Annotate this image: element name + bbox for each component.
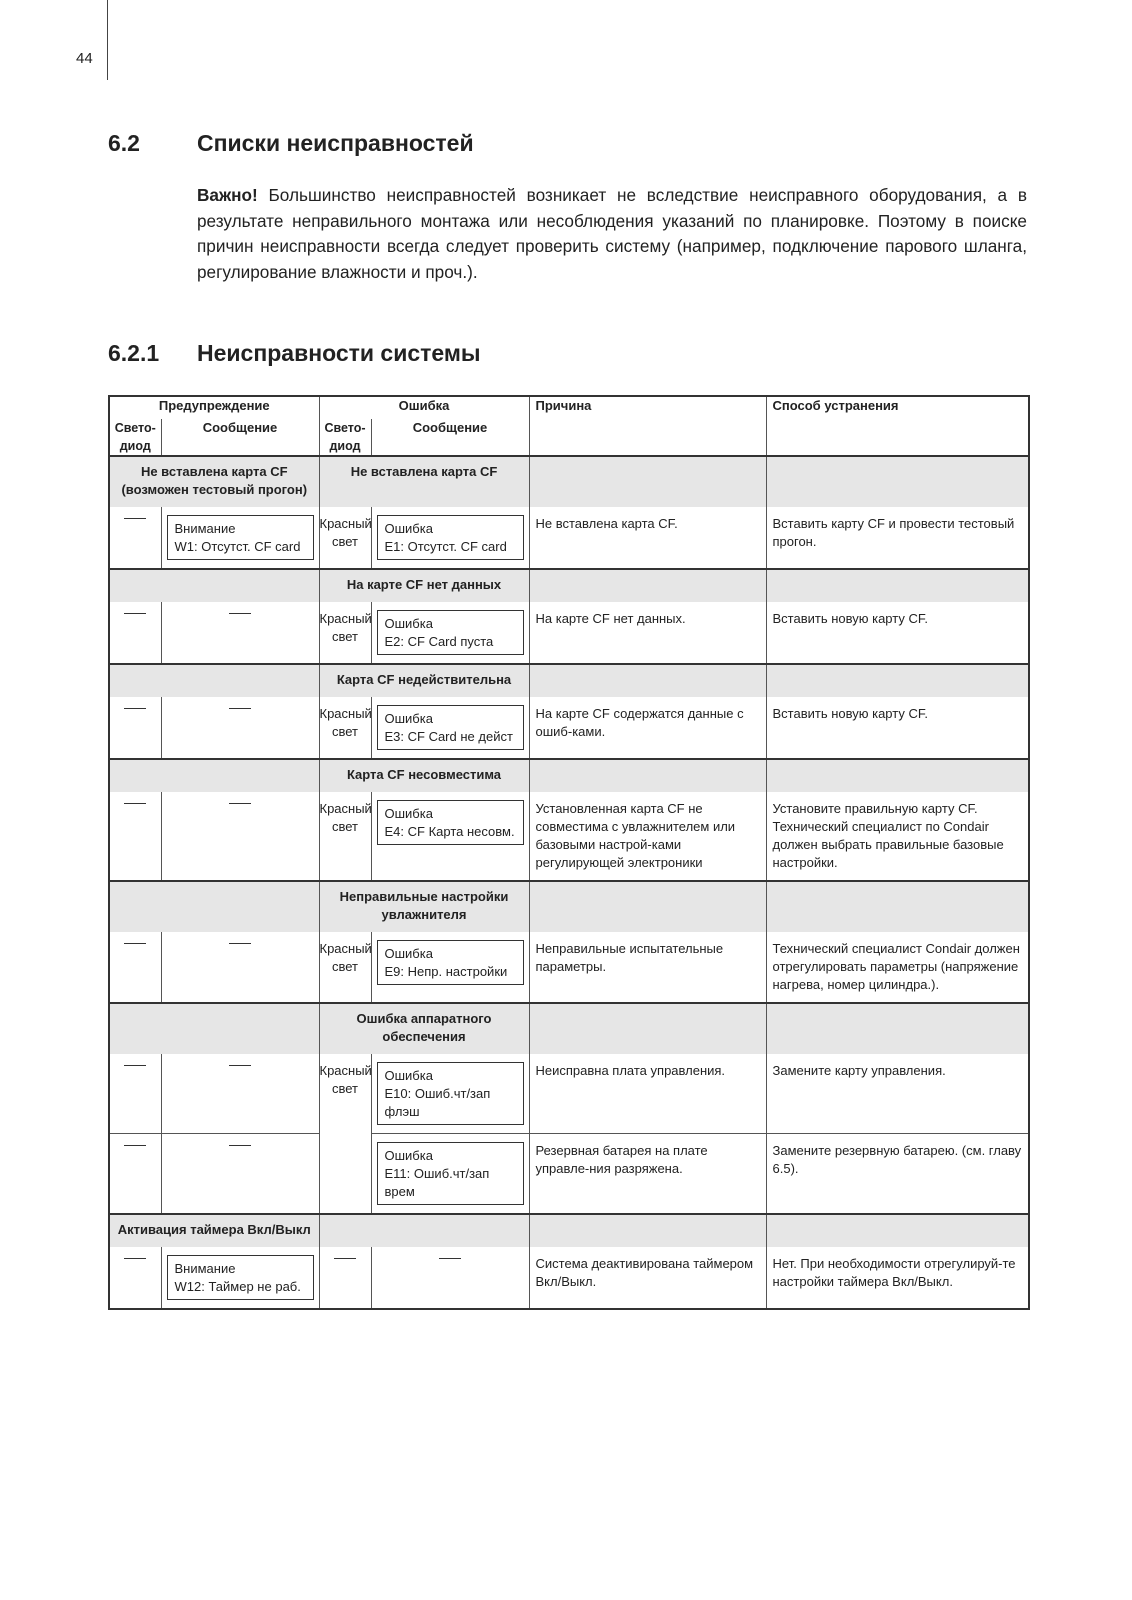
table-row [109,697,1029,759]
cause-cell: Резервная батарея на плате управле-ния разряжена. [529,1134,766,1215]
table-row [109,1054,1029,1134]
remedy-cell: Вставить новую карту CF. [766,697,1029,759]
intro-text: Большинство неисправностей возникает не вследствие неисправного оборудования, а в результате неправильного монтажа или несоблюдения указаний по планировке. Поэтому в поиске причин неисправности всегда следует проверить систему (например, подключение парового шланга, регулирование влажности и проч.). [197,185,1027,282]
cause-cell: На карте CF содержатся данные с ошиб-ками. [529,697,766,759]
dash-icon [124,518,146,519]
subsection-number: 6.2.1 [108,340,160,366]
table-row [109,507,1029,569]
cause-cell: Установленная карта CF не совместима с увлажнителем или базовыми настрой-ками регулирующей электроники [529,792,766,881]
error-message-cell [371,507,529,569]
group-header-row [109,456,1029,507]
dash-icon [229,803,251,804]
error-led-cell: Красный свет [319,792,371,881]
header-remedy: Способ устранения [766,396,1029,456]
group-header-row [109,1003,1029,1054]
display-message-box: Ошибка E4: CF Карта несовм. [377,800,524,845]
remedy-cell: Замените карту управления. [766,1054,1029,1134]
cause-cell: Неправильные испытательные параметры. [529,932,766,1003]
table-row [109,1134,1029,1215]
table-row [109,1247,1029,1309]
group-header-row [109,664,1029,697]
group-header-row [109,759,1029,792]
group-warning-title: Активация таймера Вкл/Выкл [109,1214,319,1247]
group-header-row [109,881,1029,932]
page-margin-rule [107,0,108,80]
group-error-title: На карте CF нет данных [319,569,529,602]
dash-icon [439,1258,461,1259]
error-message-cell [371,932,529,1003]
error-message-cell [371,697,529,759]
error-led-cell: Красный свет [319,1054,371,1214]
remedy-cell: Установите правильную карту CF. Технический специалист по Condair должен выбрать правильные базовые настройки. [766,792,1029,881]
display-message-box: Ошибка E11: Ошиб.чт/зап врем [377,1142,524,1205]
dash-icon [124,803,146,804]
header-warning-message: Сообщение [161,419,319,456]
header-warning: Предупреждение [158,398,270,413]
remedy-cell: Замените резервную батарею. (см. главу 6.5). [766,1134,1029,1215]
subsection-title: Неисправности системы [197,340,481,366]
header-error-led: Свето- диод [319,419,371,456]
display-message-box: Внимание W1: Отсутст. CF card [167,515,314,560]
error-led-cell: Красный свет [319,507,371,569]
display-message-box: Ошибка E2: CF Card пуста [377,610,524,655]
table-header-row [109,396,1029,419]
group-header-row [109,1214,1029,1247]
remedy-cell: Технический специалист Condair должен отрегулировать параметры (напряжение нагрева, номер цилиндра.). [766,932,1029,1003]
display-message-box: Ошибка E3: CF Card не дейст [377,705,524,750]
error-message-cell [371,1054,529,1134]
dash-icon [124,1065,146,1066]
warning-message-cell [161,507,319,569]
display-message-box: Внимание W12: Таймер не раб. [167,1255,314,1300]
group-error-title: Не вставлена карта CF [319,456,529,507]
dash-icon [124,613,146,614]
cause-cell: На карте CF нет данных. [529,602,766,664]
dash-icon [124,943,146,944]
dash-icon [334,1258,356,1259]
error-message-cell [371,1134,529,1215]
display-message-box: Ошибка E9: Непр. настройки [377,940,524,985]
dash-icon [124,1258,146,1259]
table-row [109,602,1029,664]
dash-icon [229,1065,251,1066]
group-error-title: Неправильные настройки увлажнителя [319,881,529,932]
group-error-title: Ошибка аппаратного обеспечения [319,1003,529,1054]
header-error-message: Сообщение [371,419,529,456]
header-error: Ошибка [319,396,529,419]
group-error-title: Карта CF несовместима [319,759,529,792]
header-cause: Причина [529,396,766,456]
remedy-cell: Нет. При необходимости отрегулируй-те настройки таймера Вкл/Выкл. [766,1247,1029,1309]
dash-icon [124,708,146,709]
header-warning-led: Свето- диод [114,421,156,453]
cause-cell: Система деактивирована таймером Вкл/Выкл. [529,1247,766,1309]
error-message-cell [371,792,529,881]
warning-led-cell [109,507,161,569]
group-warning-title: Не вставлена карта CF (возможен тестовый прогон) [109,456,319,507]
group-error-title: Карта CF недействительна [319,664,529,697]
dash-icon [229,943,251,944]
dash-icon [229,708,251,709]
table-row [109,932,1029,1003]
warning-message-cell [161,1247,319,1309]
display-message-box: Ошибка E10: Ошиб.чт/зап флэш [377,1062,524,1125]
faults-table [108,395,1030,1310]
remedy-cell: Вставить карту CF и провести тестовый прогон. [766,507,1029,569]
dash-icon [229,1145,251,1146]
section-title: Списки неисправностей [197,130,474,156]
cause-cell: Не вставлена карта CF. [529,507,766,569]
error-led-cell: Красный свет [319,602,371,664]
intro-important-label: Важно! [197,185,258,205]
group-header-row [109,569,1029,602]
cause-cell: Неисправна плата управления. [529,1054,766,1134]
table-row [109,792,1029,881]
error-message-cell [371,602,529,664]
dash-icon [229,613,251,614]
display-message-box: Ошибка E1: Отсутст. CF card [377,515,524,560]
dash-icon [124,1145,146,1146]
intro-paragraph [197,183,1027,285]
error-led-cell: Красный свет [319,932,371,1003]
error-led-cell: Красный свет [319,697,371,759]
section-number: 6.2 [108,130,140,156]
remedy-cell: Вставить новую карту CF. [766,602,1029,664]
page-number: 44 [76,50,93,67]
